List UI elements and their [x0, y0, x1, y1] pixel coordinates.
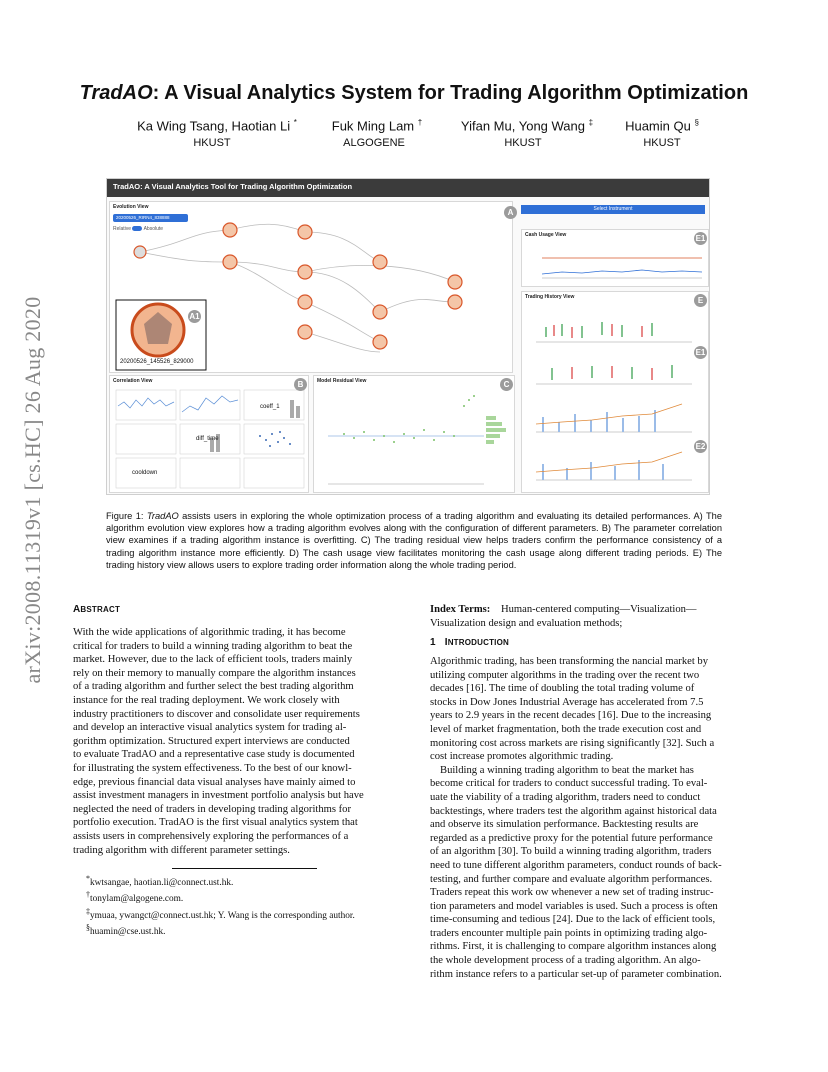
abstract-line: With the wide applications of algorithmic trading, it has become — [73, 627, 346, 638]
corr-label-cooldown: cooldown — [132, 470, 158, 476]
intro-line: backtestings, where traders test the algorithm against historical data — [430, 805, 717, 817]
trading-history-view — [521, 291, 709, 493]
abstract-line: neglected the need of traders in developing trading algorithms for — [73, 803, 351, 815]
badge-d: E1 — [695, 234, 706, 243]
intro-line: monitoring cost across markets are rising significantly [32]. Such a — [430, 737, 715, 749]
badge-c: C — [500, 378, 513, 391]
abstract-line: edge, previous financial data visual analyses have mainly aimed to — [73, 776, 356, 788]
introduction-heading: 1 INTRODUCTION — [430, 637, 509, 648]
model-residual-view-title: Model Residual View — [317, 378, 367, 384]
footnote: §huamin@cse.ust.hk. — [86, 922, 166, 937]
intro-line: Algorithmic trading, has been transforming the nancial market by — [430, 656, 709, 667]
intro-line: rithm instance refers to a particular set-up of parameter combination. — [430, 968, 722, 980]
affiliation-4: HKUST — [643, 137, 681, 149]
select-instrument-button[interactable]: Select Instrument — [521, 205, 705, 214]
evolution-graph — [110, 202, 512, 372]
footnotes — [86, 873, 406, 938]
abstract-line: instance for the real trading deployment. We work closely with — [73, 694, 340, 706]
intro-line: need to tune different algorithm parameters, conduct rounds of back- — [430, 859, 722, 871]
caption-label: Figure 1: — [106, 511, 144, 521]
intro-line: years to 2.9 years in the recent decades [16]. Due to the increasing — [430, 710, 712, 722]
corr-label-diff-time: diff_time — [196, 436, 219, 442]
badge-a: A — [504, 206, 517, 219]
author-2: Fuk Ming Lam † — [331, 118, 423, 134]
index-terms — [430, 603, 757, 630]
abstract-line: trading algorithm with different parameter settings. — [73, 844, 290, 856]
intro-line: decades [16]. The time of doubling the total trading volume of — [430, 683, 695, 695]
abstract-line: portfolio execution. TradAO is the first visual analytics system that — [73, 817, 358, 829]
abstract-heading: ABSTRACT — [73, 604, 121, 615]
badge-b: B — [294, 378, 307, 391]
title-rest: : A Visual Analytics System for Trading Algorithm Optimization — [152, 82, 749, 104]
abstract-line: rely on their memory to manually compare the algorithm instances — [73, 667, 356, 679]
intro-line: Traders repeat this work ow whenever a new set of trading instruc- — [430, 887, 714, 899]
intro-line: rithms. First, it is challenging to compare algorithm instances along — [430, 941, 717, 953]
abstract-body — [73, 626, 400, 857]
intro-line: cost increase promotes algorithmic trading. — [430, 751, 614, 763]
title-system-name: TradAO — [79, 82, 153, 104]
author-4: Huamin Qu § — [625, 118, 699, 134]
figure-caption — [106, 510, 722, 571]
correlation-view-title: Correlation View — [113, 378, 153, 384]
abstract-line: to evaluate TradAO and a representative case study is documented — [73, 749, 355, 761]
app-title: TradAO: A Visual Analytics Tool for Trading Algorithm Optimization — [113, 182, 353, 191]
intro-line: and observe its simulation performance. Backtesting results are — [430, 819, 699, 831]
index-terms-label: Index Terms: — [430, 604, 491, 615]
abstract-line: gorithm optimization. Structured expert interviews are conducted — [73, 735, 350, 747]
intro-line: testing, and further compare and evaluate algorithm performances. — [430, 873, 713, 885]
corr-label-coeff: coeff_1 — [260, 404, 280, 410]
badge-a1: A1 — [189, 312, 200, 321]
cash-usage-chart — [522, 230, 708, 286]
instance-chip[interactable]: 20200526_RIRN4_838888 — [113, 214, 188, 222]
footnote: *kwtsangae, haotian.li@connect.ust.hk. — [86, 874, 234, 889]
intro-line: the whole development process of a trading algorithm. An algo- — [430, 955, 701, 967]
intro-line: traders encounter multiple pain points in optimizing trading algo- — [430, 927, 708, 939]
abstract-line: assist investment managers in investment portfolio analysis but have — [73, 790, 364, 802]
cash-usage-view-title: Cash Usage View — [525, 232, 567, 238]
index-terms-line-2: Visualization design and evaluation methods; — [430, 617, 623, 629]
caption-text: assists users in exploring the whole optimization process of a trading algorithm and evaluating its detailed performances. A) The algorithm evolution view explores how a trading algorithm evolves along with the configuration of different parameters. B) The parameter correlation view examines if a trading algorithm instance is overfitting. C) The trading residual view helps traders confirm the performance consistency of a trading algorithm instance more efficiently. D) The cash usage view facilitates monitoring the cash usage along different trading periods. E) The trading history view allows users to explore trading order information along the whole trading period. — [106, 511, 722, 570]
author-1: Ka Wing Tsang, Haotian Li * — [137, 118, 297, 134]
selected-instance-label: 20200526_145526_829000 — [120, 359, 194, 365]
intro-line: regarded as a predictive proxy for the potential future performance — [430, 832, 713, 844]
affiliation-2: ALGOGENE — [343, 137, 405, 149]
intro-line: level of market fragmentation, both the trade execution cost and — [430, 723, 702, 735]
intro-line: stocks in Dow Jones Industrial Average has accelerated from 7.5 — [430, 696, 704, 708]
intro-line: uate the viability of a trading algorithm, traders need to conduct — [430, 791, 701, 803]
intro-line: Building a winning trading algorithm to beat the market has — [440, 764, 694, 776]
introduction-body — [430, 655, 757, 981]
badge-e: E — [694, 294, 707, 307]
abstract-line: of a trading algorithm and further select the best trading algorithm — [73, 681, 354, 693]
paper-title — [0, 82, 828, 105]
footnote: †tonylam@algogene.com. — [86, 890, 184, 905]
intro-line: of an algorithm [30]. To build a winning trading algorithm, traders — [430, 846, 712, 858]
arxiv-identifier: arXiv:2008.11319v1 [cs.HC] 26 Aug 2020 — [20, 296, 45, 684]
correlation-view — [109, 375, 309, 493]
intro-line: time-consuming and tedious [24]. Due to the lack of efficient tools, — [430, 914, 716, 926]
affiliation-3: HKUST — [504, 137, 542, 149]
trading-history-view-title: Trading History View — [525, 294, 575, 300]
evolution-view-title: Evolution View — [113, 204, 149, 210]
abstract-line: and develop an interactive visual analytics system for trading al- — [73, 722, 347, 734]
badge-e1: E1 — [695, 348, 706, 357]
app-title-bar — [107, 179, 709, 197]
intro-line: become critical for traders to conduct successful trading. To eval- — [430, 778, 708, 790]
abstract-line: for illustrating the system effectiveness. To the best of our knowl- — [73, 762, 352, 774]
intro-line: tion parameters and model variables is used. Such a process is often — [430, 900, 718, 912]
footnote-rule — [172, 868, 317, 869]
evolution-view — [109, 201, 513, 373]
trading-history-charts — [522, 292, 708, 492]
author-3: Yifan Mu, Yong Wang ‡ — [460, 118, 594, 134]
caption-system-name: TradAO — [146, 511, 179, 521]
index-terms-line-1: Human-centered computing—Visualization— — [500, 604, 697, 615]
footnote: ‡ymuaa, ywangct@connect.ust.hk; Y. Wang is the corresponding author. — [86, 906, 355, 921]
intro-line: utilizing computer algorithms in the trading over the recent two — [430, 669, 700, 681]
affiliation-1: HKUST — [193, 137, 231, 149]
abstract-line: industry practitioners to discover and consolidate user requirements — [73, 708, 360, 720]
cash-usage-view — [521, 229, 709, 287]
badge-e2: E2 — [695, 442, 706, 451]
abstract-line: critical for traders to build a winning trading algorithm to beat the — [73, 640, 353, 652]
model-residual-view — [313, 375, 515, 493]
relative-toggle-label: Relative Absolute — [113, 226, 164, 232]
teaser-figure — [106, 178, 710, 495]
abstract-line: market. However, due to the lack of efficient tools, traders mainly — [73, 654, 353, 666]
abstract-line: assists users in comprehensively exploring the performances of a — [73, 830, 349, 842]
residual-scatter — [314, 376, 514, 492]
